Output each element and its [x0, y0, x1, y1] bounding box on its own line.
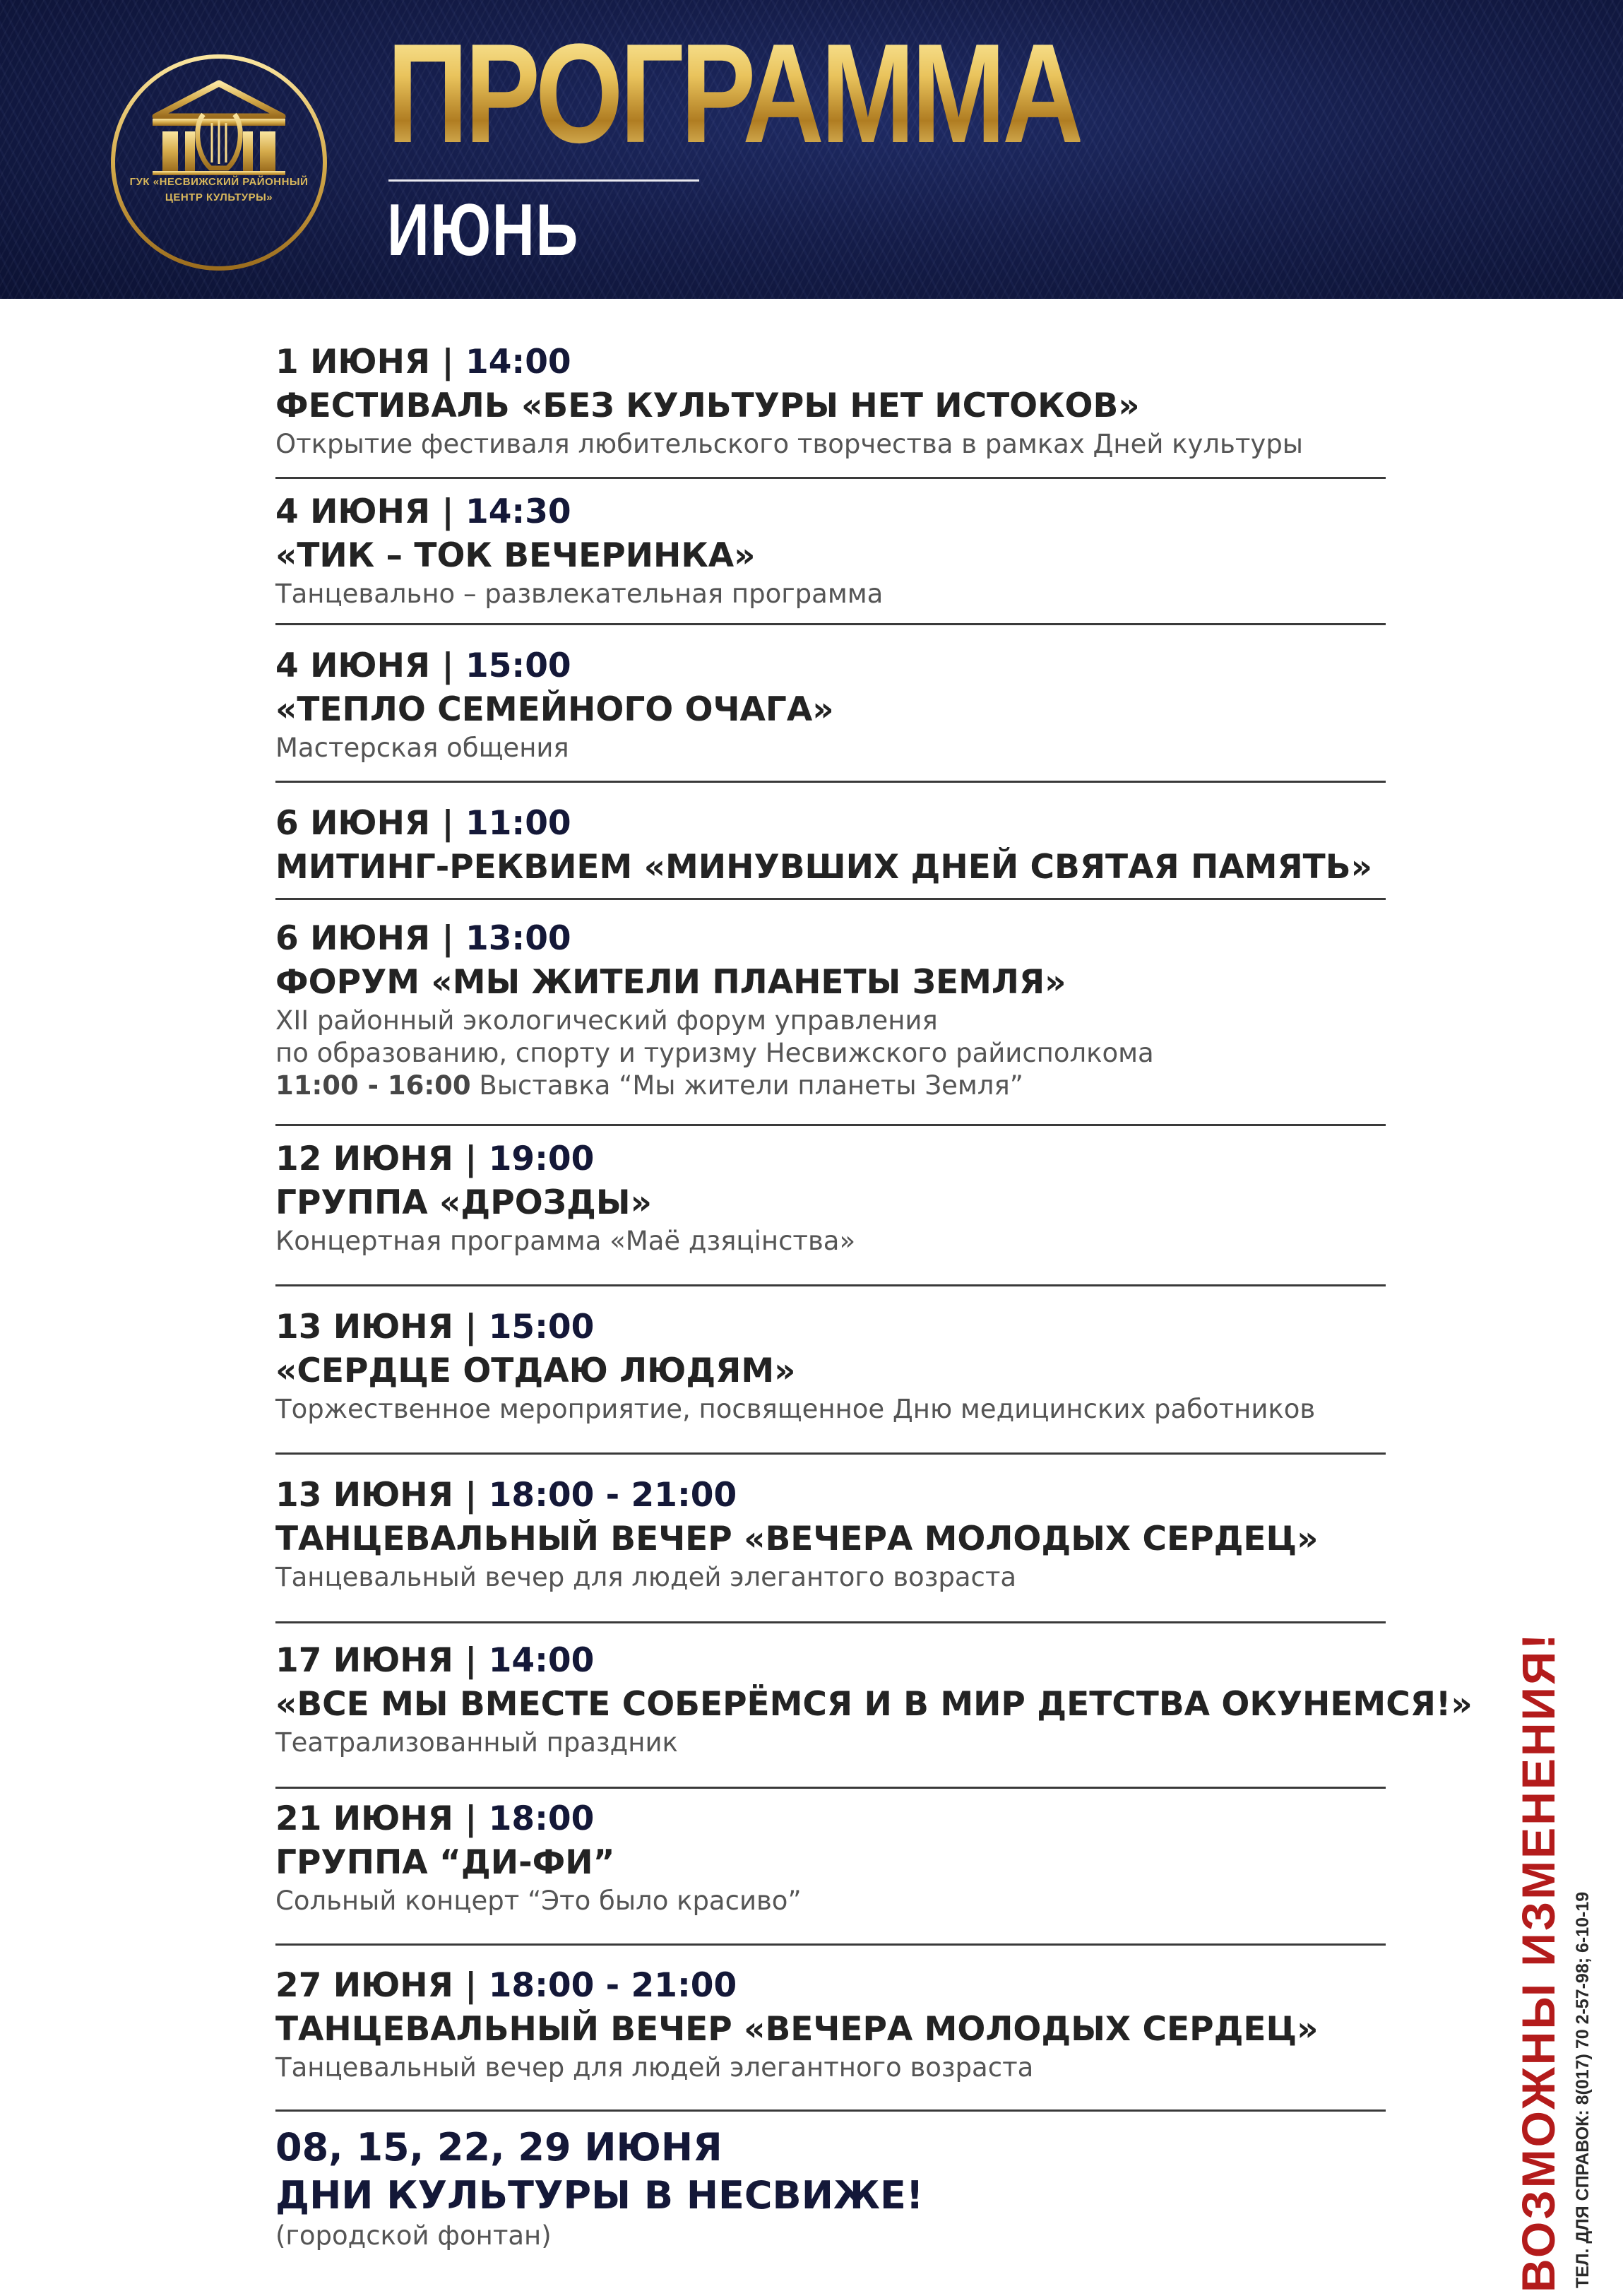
event-date: 12 ИЮНЯ | [275, 1140, 489, 1178]
event-title: ГРУППА «ДРОЗДЫ» [275, 1183, 652, 1222]
event-date: 4 ИЮНЯ | [275, 646, 465, 685]
event-description: XII районный экологический форум управления [275, 1005, 938, 1036]
event-divider [275, 477, 1386, 479]
event-divider [275, 1452, 1386, 1455]
event-divider [275, 1943, 1386, 1946]
event-datetime [275, 644, 1405, 688]
event-datetime [275, 1964, 1405, 2008]
event-time: 18:00 - 21:00 [488, 1476, 737, 1515]
final-event-title: ДНИ КУЛЬТУРЫ В НЕСВИЖЕ! [275, 2173, 924, 2218]
event-title: ТАНЦЕВАЛЬНЫЙ ВЕЧЕР «ВЕЧЕРА МОЛОДЫХ СЕРДЕЦ» [275, 2010, 1319, 2049]
event-description: Танцевальный вечер для людей элегантного возраста [275, 2052, 1034, 2083]
event-date: 6 ИЮНЯ | [275, 804, 465, 843]
event-item [275, 1639, 1473, 1759]
event-time: 15:00 [465, 646, 571, 685]
event-datetime [275, 490, 1405, 534]
event-divider [275, 898, 1386, 900]
event-time: 11:00 [465, 804, 571, 843]
event-title: «ТИК – ТОК ВЕЧЕРИНКА» [275, 536, 756, 575]
event-item [275, 1474, 1405, 1594]
event-item [275, 1797, 1405, 1917]
event-date: 13 ИЮНЯ | [275, 1308, 489, 1347]
event-date: 27 ИЮНЯ | [275, 1966, 489, 2005]
event-exhibition [275, 1070, 1405, 1102]
event-date: 21 ИЮНЯ | [275, 1799, 489, 1838]
event-date: 6 ИЮНЯ | [275, 919, 465, 958]
event-time: 14:30 [465, 492, 571, 531]
event-date: 4 ИЮНЯ | [275, 492, 465, 531]
event-datetime [275, 1797, 1405, 1841]
event-title: «СЕРДЦЕ ОТДАЮ ЛЮДЯМ» [275, 1351, 796, 1390]
event-time: 18:00 [488, 1799, 595, 1838]
event-description: Танцевальный вечер для людей элегантого возраста [275, 1562, 1017, 1592]
event-date: 1 ИЮНЯ | [275, 343, 465, 381]
event-divider [275, 1621, 1386, 1623]
event-item [275, 1137, 1405, 1258]
info-phone: ТЕЛ. ДЛЯ СПРАВОК: 8(017) 70 2-57-98; 6-10-19 [1573, 1891, 1593, 2288]
page-title: ПРОГРАММА [387, 15, 1081, 172]
event-title: «ВСЕ МЫ ВМЕСТЕ СОБЕРЁМСЯ И В МИР ДЕТСТВА ОКУНЕМСЯ!» [275, 1685, 1473, 1724]
event-time: 18:00 - 21:00 [488, 1966, 737, 2005]
event-item [275, 1306, 1405, 1426]
event-datetime [275, 1474, 1405, 1517]
event-datetime [275, 802, 1405, 846]
event-item [275, 490, 1405, 610]
event-datetime [275, 1639, 1405, 1683]
exhibition-text: Выставка “Мы жители планеты Земля” [470, 1070, 1023, 1101]
logo [106, 49, 332, 276]
event-datetime [275, 1306, 1405, 1349]
event-item [275, 917, 1405, 1102]
event-item [275, 1964, 1405, 2084]
final-event [275, 2124, 1405, 2252]
exhibition-time: 11:00 - 16:00 [275, 1070, 471, 1101]
event-title: ФОРУМ «МЫ ЖИТЕЛИ ПЛАНЕТЫ ЗЕМЛЯ» [275, 963, 1066, 1002]
event-time: 14:00 [465, 343, 571, 381]
title-divider [388, 179, 699, 182]
event-time: 13:00 [465, 919, 571, 958]
event-time: 14:00 [488, 1641, 595, 1680]
event-date: 17 ИЮНЯ | [275, 1641, 489, 1680]
header-banner [0, 0, 1623, 299]
event-title: ФЕСТИВАЛЬ «БЕЗ КУЛЬТУРЫ НЕТ ИСТОКОВ» [275, 386, 1140, 425]
event-divider [275, 1124, 1386, 1126]
side-note [1511, 1632, 1595, 2292]
theatre-lyre-icon [106, 49, 332, 276]
event-description: Танцевально – развлекательная программа [275, 579, 884, 609]
event-divider [275, 2109, 1386, 2112]
event-description: Концертная программа «Маё дзяцінства» [275, 1226, 856, 1256]
event-description: Торжественное мероприятие, посвященное Дню медицинских работников [275, 1394, 1316, 1424]
final-event-location: (городской фонтан) [275, 2220, 552, 2251]
event-time: 19:00 [488, 1140, 595, 1178]
event-time: 15:00 [488, 1308, 595, 1347]
final-event-dates: 08, 15, 22, 29 ИЮНЯ [275, 2125, 723, 2170]
event-description: Театрализованный праздник [275, 1727, 678, 1758]
event-datetime [275, 1137, 1405, 1181]
event-datetime [275, 341, 1405, 384]
event-divider [275, 1787, 1386, 1789]
event-divider [275, 623, 1386, 625]
event-date: 13 ИЮНЯ | [275, 1476, 489, 1515]
event-divider [275, 1284, 1386, 1286]
event-description: Мастерская общения [275, 733, 569, 763]
event-item [275, 802, 1405, 889]
event-item [275, 341, 1405, 461]
event-description: по образованию, спорту и туризму Несвижского райисполкома [275, 1038, 1154, 1068]
event-datetime [275, 917, 1405, 961]
event-description: Сольный концерт “Это было красиво” [275, 1886, 802, 1916]
event-divider [275, 781, 1386, 783]
event-title: ГРУППА “ДИ-ФИ” [275, 1843, 615, 1882]
event-item [275, 644, 1405, 764]
logo-text-line2: ЦЕНТР КУЛЬТУРЫ» [165, 191, 273, 203]
event-title: МИТИНГ-РЕКВИЕМ «МИНУВШИХ ДНЕЙ СВЯТАЯ ПАМЯТЬ» [275, 848, 1372, 887]
event-title: «ТЕПЛО СЕМЕЙНОГО ОЧАГА» [275, 690, 834, 729]
logo-text-line1: ГУК «НЕСВИЖСКИЙ РАЙОННЫЙ [129, 176, 309, 188]
changes-warning: ВОЗМОЖНЫ ИЗМЕНЕНИЯ! [1512, 1631, 1564, 2292]
month-label: ИЮНЬ [387, 189, 579, 271]
event-title: ТАНЦЕВАЛЬНЫЙ ВЕЧЕР «ВЕЧЕРА МОЛОДЫХ СЕРДЕЦ» [275, 1520, 1319, 1558]
event-description: Открытие фестиваля любительского творчества в рамках Дней культуры [275, 429, 1304, 459]
